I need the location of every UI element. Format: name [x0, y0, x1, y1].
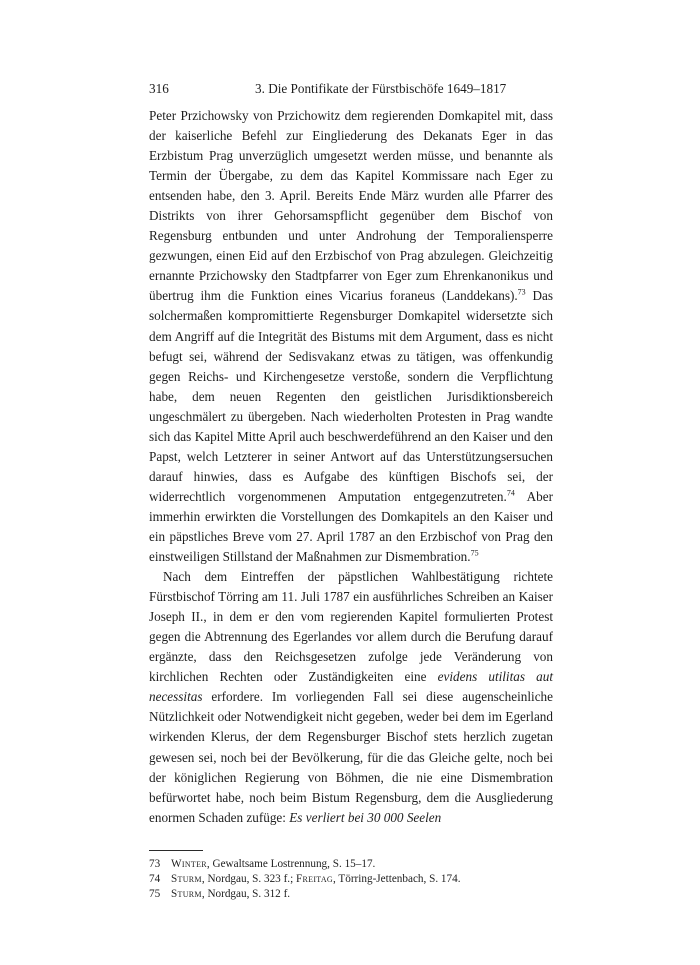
- footnote-author: Sturm: [171, 872, 202, 885]
- paragraph-1-text-b: Das solchermaßen kompromittierte Regensburger Domkapitel widersetzte sich dem Angriff auf die Integrität des Bistums mit dem Argument, dass es nicht befugt sei, während der Sedisvakanz etwas zu tätigen, was offenkundig gegen Reichs- und Kirchengesetze verstoße, sondern die Verpflichtung habe, dem neuen Regenten den geistlichen Jurisdiktionsbereich ungeschmälert zu übergeben. Nach wiederholten Protesten in Prag wandte sich das Kapitel Mitte April auch beschwerdeführend an den Kaiser und den Papst, welch Letzterer in seiner Antwort auf das Unterstützungsersuchen darauf hinwies, dass es Aufgabe des künftigen Bischofs sei, der widerrechtlich vorgenommenen Amputation entgegenzutreten.: [149, 288, 553, 504]
- body-text: [149, 106, 553, 828]
- paragraph-2-text-b: erfordere. Im vorliegenden Fall sei diese augenscheinliche Nützlichkeit oder Notwendigkeit nicht gegeben, weder bei dem im Egerland wirkenden Klerus, der dem Regensburger Bischof stets herzlich zugetan gewesen sei, noch bei der Bevölkerung, für die das Gleiche gelte, noch bei der königlichen Regierung von Böhmen, die nie eine Dismembration befürwortet habe, noch beim Bistum Regensburg, dem die Ausgliederung enormen Schaden zufüge:: [149, 689, 553, 825]
- footnote-citation: , Gewaltsame Lostrennung, S. 15–17.: [206, 857, 376, 870]
- footnote-citation: , Nordgau, S. 323 f.;: [201, 872, 296, 885]
- footnote-number: 75: [149, 888, 161, 901]
- book-page: [149, 81, 553, 902]
- running-header: [149, 81, 553, 97]
- footnote-author: Winter: [171, 857, 207, 870]
- footnote-author: Sturm: [171, 888, 202, 901]
- footnote-73: [149, 857, 553, 872]
- paragraph-1-text-c: Aber immerhin erwirkten die Vorstellungen des Domkapitels an den Kaiser und ein päpstliches Breve vom 27. April 1787 an den Erzbischof von Prag den einstweiligen Stillstand der Maßnahmen zur Dismembration.: [149, 488, 553, 565]
- footnote-reference-73[interactable]: 73: [517, 288, 526, 298]
- footnote-reference-75[interactable]: 75: [470, 548, 479, 558]
- footnote-divider: [149, 850, 203, 851]
- footnote-number: 74: [149, 872, 161, 885]
- footnote-citation: , Törring-Jettenbach, S. 174.: [333, 872, 461, 885]
- footnote-text: [171, 887, 290, 902]
- footnote-text: [171, 857, 375, 872]
- footnote-citation: , Nordgau, S. 312 f.: [201, 888, 291, 901]
- paragraph-1: [149, 106, 553, 567]
- footnote-reference-74[interactable]: 74: [506, 488, 515, 498]
- quoted-text: Es verliert bei 30 000 Seelen: [289, 809, 442, 825]
- footnote-text: [171, 872, 461, 887]
- paragraph-2: [149, 567, 553, 828]
- paragraph-1-text-a: Peter Przichowsky von Przichowitz dem regierenden Domkapitel mit, dass der kaiserliche Befehl zur Eingliederung des Dekanats Eger in das Erzbistum Prag unverzüglich umgesetzt werden müsse, und benannte als Termin der Übergabe, zu dem das Kapitel Kommissare nach Eger zu entsenden habe, den 3. April. Bereits Ende März wurden alle Pfarrer des Distrikts von ihrer Gehorsamspflicht gegenüber dem Bischof von Regensburg entbunden und unter Androhung der Temporaliensperre gezwungen, einen Eid auf den Erzbischof von Prag abzulegen. Gleichzeitig ernannte Przichowsky den Stadtpfarrer von Eger zum Ehrenkanonikus und übertrug ihm die Funktion eines Vicarius foraneus (Landdekans).: [149, 108, 553, 304]
- footnote-74: [149, 872, 553, 887]
- latin-phrase: evidens utilitas aut necessitas: [149, 669, 553, 705]
- page-number: 316: [149, 81, 169, 96]
- running-title: 3. Die Pontifikate der Fürstbischöfe 1649–1817: [255, 81, 507, 96]
- footnote-number: 73: [149, 857, 161, 870]
- footnote-author: Freitag: [296, 872, 334, 885]
- paragraph-2-text-a: Nach dem Eintreffen der päpstlichen Wahlbestätigung richtete Fürstbischof Törring am 11. Juli 1787 ein ausführliches Schreiben an Kaiser Joseph II., in dem er den vom regierenden Kapitel formulierten Protest gegen die Abtrennung des Egerlandes vor allem durch die Berufung darauf ergänzte, dass den Reichsgesetzen zufolge jede Veränderung von kirchlichen Rechten oder Zuständigkeiten eine: [149, 569, 553, 685]
- footnote-75: [149, 887, 553, 902]
- footnotes: [149, 857, 553, 903]
